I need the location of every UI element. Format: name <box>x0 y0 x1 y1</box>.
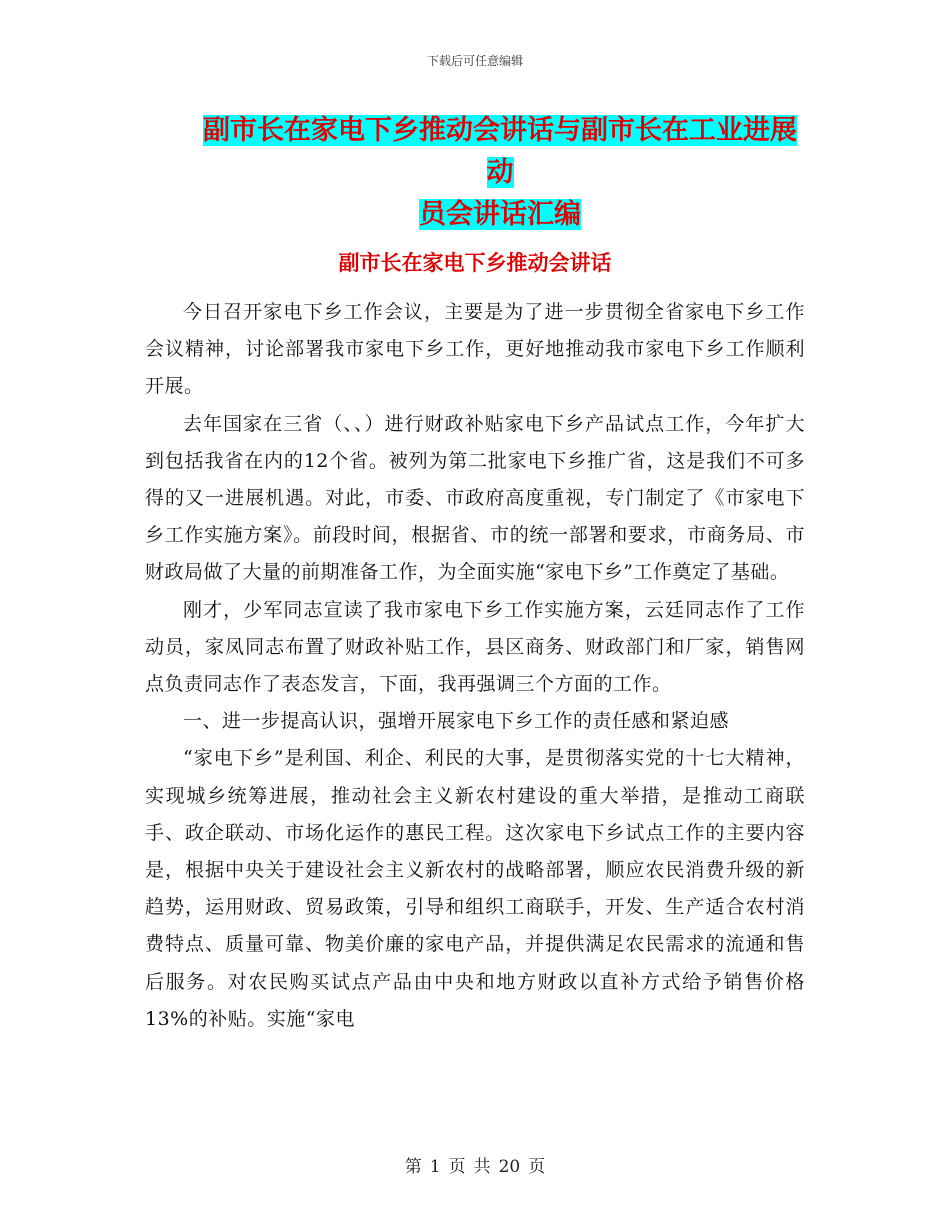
paragraph: 今日召开家电下乡工作会议，主要是为了进一步贯彻全省家电下乡工作会议精神，讨论部署我市家电下乡工作，更好地推动我市家电下乡工作顺利开展。 <box>145 301 805 398</box>
footer-prefix: 第 <box>404 1157 422 1177</box>
document-title <box>190 110 810 236</box>
page-footer <box>0 1152 950 1177</box>
paragraph: 去年国家在三省（、、）进行财政补贴家电下乡产品试点工作，今年扩大到包括我省在内的12个省。被列为第二批家电下乡推广省，这是我们不可多得的又一进展机遇。对此，市委、市政府高度重视，专门制定了《市家电下乡工作实施方案》。前段时间，根据省、市的统一部署和要求，市商务局、市财政局做了大量的前期准备工作，为全面实施“家电下乡”工作奠定了基础。 <box>145 412 805 584</box>
footer-suffix: 页 <box>528 1157 546 1177</box>
document-title-line2: 员会讲话汇编 <box>419 199 581 230</box>
paragraph: 刚才，少军同志宣读了我市家电下乡工作实施方案，云廷同志作了工作动员，家凤同志布置了财政补贴工作，县区商务、财政部门和厂家，销售网点负责同志作了表态发言，下面，我再强调三个方面的工作。 <box>145 598 805 696</box>
footer-page-number: 1 <box>429 1157 441 1177</box>
footer-total-pages: 20 <box>498 1157 521 1177</box>
section-title: 副市长在家电下乡推动会讲话 <box>338 251 612 275</box>
header-note: 下载后可任意编辑 <box>426 54 523 68</box>
footer-total-label: 共 <box>473 1157 491 1177</box>
body-text <box>145 294 805 1038</box>
footer-page-label: 页 <box>448 1157 466 1177</box>
paragraph-heading: 一、进一步提高认识，强增开展家电下乡工作的责任感和紧迫感 <box>183 710 730 733</box>
paragraph: “家电下乡”是利国、利企、利民的大事，是贯彻落实党的十七大精神，实现城乡统筹进展，推动社会主义新农村建设的重大举措，是推动工商联手、政企联动、市场化运作的惠民工程。这次家电下乡试点工作的主要内容是，根据中央关于建设社会主义新农村的战略部署，顺应农民消费升级的新趋势，运用财政、贸易政策，引导和组织工商联手，开发、生产适合农村消费特点、质量可靠、物美价廉的家电产品，并提供满足农民需求的流通和售后服务。对农民购买试点产品由中央和地方财政以直补方式给予销售价格13%的补贴。实施“家电 <box>145 747 805 1030</box>
document-title-line1: 副市长在家电下乡推动会讲话与副市长在工业进展动 <box>203 115 797 188</box>
